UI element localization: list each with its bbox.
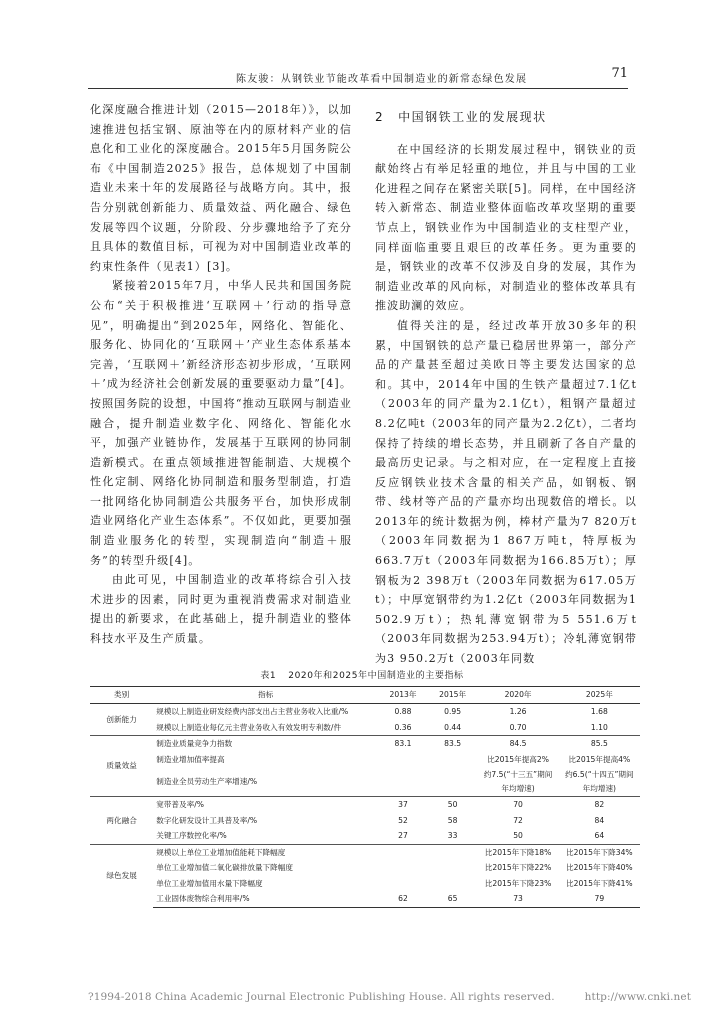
- section-heading: [375, 108, 637, 128]
- value-cell: [378, 844, 428, 860]
- table-row: [90, 844, 640, 860]
- section-title: 中国钢铁工业的发展现状: [398, 110, 547, 124]
- paragraph: 值得关注的是，经过改革开放30多年的积累，中国钢铁的总产量已稳居世界第一，部分产品的产量甚至超过美欧日等主要发达国家的总和。其中，2014年中国的生铁产量超过7.1亿t（2003年的同产量为2.1亿t），粗钢产量超过8.2亿吨t（2003年的同产量为2.2亿t），二者均保持了持续的增长态势，并且刷新了各自产量的最高历史记录。与之相对应，在一定程度上直接反应钢铁业技术含量的相关产品，如钢板、钢带、线材等产品的产量亦均出现数倍的增长。以2013年的统计数据为例，棒材产量为7 820万t（2003年同数据为1 867万吨t，特厚板为663.7万t（2003年同数据为166.85万t）；厚钢板为2 398万t（2003年同数据为617.05万t）；中厚宽钢带约为1.2亿t（2003年同数据为1 502.9万t）；热轧薄宽钢带为5 551.6万t（2003年同数据为253.94万t）；冷轧薄宽钢带为3 950.2万t（2003年同数: [375, 318, 637, 666]
- value-cell: [378, 876, 428, 892]
- table-row: [90, 813, 640, 829]
- column-header: 2025年: [559, 687, 640, 704]
- value-cell: 比2015年下降40%: [566, 863, 633, 872]
- indicator-cell: 制造业增加值率提高: [156, 754, 225, 764]
- value-cell: 83.5: [428, 736, 478, 752]
- table-header-row: [90, 687, 640, 704]
- table-row: [90, 767, 640, 797]
- paragraph: 由此可见，中国制造业的改革将综合引入技术进步的因素，同时更为重视消费需求对制造业提出的新要求，在此基础上，提升制造业的整体科技水平及生产质量。: [90, 573, 352, 646]
- value-cell: 比2015年下降41%: [566, 878, 633, 888]
- indicator-cell: 单位工业增加值二氧化碳排放量下降幅度: [156, 863, 293, 872]
- value-cell: 58: [447, 815, 458, 825]
- value-cell: 0.95: [428, 704, 478, 720]
- value-cell: 比2015年提高4%: [568, 754, 631, 764]
- value-cell: [428, 860, 478, 876]
- table-row: [90, 797, 640, 813]
- value-cell: 70: [477, 797, 558, 813]
- page-header: [88, 64, 628, 89]
- indicator-cell: 宽带普及率/%: [153, 797, 378, 813]
- value-cell: 73: [477, 891, 558, 907]
- column-header: 2020年: [477, 687, 558, 704]
- value-cell: [378, 752, 428, 768]
- table-title: 2020年和2025年中国制造业的主要指标: [288, 671, 464, 681]
- indicator-table: [90, 686, 640, 908]
- value-cell: 0.70: [509, 722, 527, 732]
- value-cell: 85.5: [559, 736, 640, 752]
- category-cell: 两化融合: [90, 797, 153, 845]
- value-cell: 83.1: [378, 736, 428, 752]
- running-title: 陈友骏：从钢铁业节能改革看中国制造业的新常态绿色发展: [236, 74, 528, 85]
- footer-url[interactable]: http://www.cnki.net: [584, 991, 692, 1003]
- value-cell: 79: [559, 891, 640, 907]
- value-cell: 50: [513, 831, 523, 840]
- table-row: [90, 891, 640, 907]
- value-cell: 0.36: [394, 722, 412, 732]
- table-row: [90, 736, 640, 752]
- value-cell: [428, 876, 478, 892]
- indicator-cell: 制造业全员劳动生产率增速/%: [156, 776, 258, 786]
- table-row: [90, 860, 640, 876]
- value-cell: 50: [428, 797, 478, 813]
- table-row: [90, 752, 640, 768]
- category-cell: 绿色发展: [90, 844, 153, 907]
- table-row: [90, 876, 640, 892]
- value-cell: 65: [428, 891, 478, 907]
- value-cell: 27: [398, 831, 408, 840]
- value-cell: 72: [513, 815, 523, 825]
- column-header: 类别: [90, 687, 153, 704]
- indicator-cell: 工业固体废物综合利用率/%: [153, 891, 378, 907]
- value-cell: 37: [378, 797, 428, 813]
- column-header: 指标: [153, 687, 378, 704]
- value-cell: 82: [559, 797, 640, 813]
- value-cell: 1.68: [559, 704, 640, 720]
- value-cell: 64: [594, 831, 605, 840]
- indicator-cell: 数字化研发设计工具普及率/%: [156, 815, 258, 825]
- value-cell: 约6.5(“十四五”期间年均增速): [565, 770, 634, 793]
- paragraph: 化深度融合推进计划（2015—2018年）》，以加速推进包括宝钢、原油等在内的原材料产业的信息化和工业化的深度融合。2015年5月国务院公布《中国制造2025》报告，总体规划了中国制造业未来十年的发展路径与战略方向。其中，报告分别就创新能力、质量效益、两化融合、绿色发展等四个议题，分阶段、分步骤地给予了充分且具体的数值目标，可视为对中国制造业改革的约束性条件（见表1）[3]。: [90, 103, 352, 273]
- value-cell: 约7.5(“十三五”期间年均增速): [483, 770, 553, 793]
- paragraph: 在中国经济的长期发展过程中，钢铁业的贡献始终占有举足轻重的地位，并且与中国的工业化进程之间存在紧密关联[5]。同样，在中国经济转入新常态、制造业整体面临改革攻坚期的重要节点上，钢铁业作为中国制造业的支柱型产业，同样面临重要且艰巨的改革任务。更为重要的是，钢铁业的改革不仅涉及自身的发展，其作为制造业改革的风向标，对制造业的整体改革具有推波助澜的效应。: [375, 142, 637, 313]
- column-header: 2013年: [378, 687, 428, 704]
- paragraph: 紧接着2015年7月，中华人民共和国国务院公布“关于积极推进‘互联网＋’行动的指导意见”，明确提出“到2025年，网络化、智能化、服务化、协同化的‘互联网＋’产业生态体系基本完善，‘互联网＋’新经济形态初步形成，‘互联网＋’成为经济社会创新发展的重要驱动力量”[4]。按照国务院的设想，中国将“推动互联网与制造业融合，提升制造业数字化、网络化、智能化水平，加强产业链协作，发展基于互联网的协同制造新模式。在重点领域推进智能制造、大规模个性化定制、网络化协同制造和服务型制造，打造一批网络化协同制造公共服务平台，加快形成制造业网络化产业生态体系”。不仅如此，更要加强制造业服务化的转型，实现制造向“制造＋服务”的转型升级[4]。: [90, 279, 352, 567]
- table-row: [90, 704, 640, 720]
- value-cell: 比2015年下降23%: [484, 878, 552, 888]
- value-cell: 1.10: [590, 722, 608, 732]
- indicator-cell: 规模以上单位工业增加值能耗下降幅度: [153, 844, 378, 860]
- indicator-cell: 单位工业增加值用水量下降幅度: [156, 878, 263, 888]
- table-row: [90, 828, 640, 844]
- page-number: 71: [611, 66, 628, 81]
- value-cell: 84: [594, 815, 605, 825]
- value-cell: 1.26: [477, 704, 558, 720]
- value-cell: 62: [378, 891, 428, 907]
- value-cell: 比2015年下降18%: [477, 844, 558, 860]
- value-cell: [378, 767, 428, 797]
- indicator-cell: 关键工序数控化率/%: [156, 831, 227, 840]
- left-column: [90, 100, 352, 649]
- indicator-cell: 制造业质量竞争力指数: [153, 736, 378, 752]
- indicator-cell: 规模以上制造业研发经费内部支出占主营业务收入比重/%: [153, 704, 378, 720]
- indicator-cell: 规模以上制造业每亿元主营业务收入有效发明专利数/件: [156, 722, 342, 732]
- column-header: 2015年: [428, 687, 478, 704]
- value-cell: [428, 752, 478, 768]
- section-number: 2: [375, 110, 385, 124]
- value-cell: 52: [398, 815, 408, 825]
- category-cell: 创新能力: [90, 704, 153, 736]
- table-caption: [0, 668, 724, 681]
- value-cell: [428, 767, 478, 797]
- value-cell: 比2015年提高2%: [487, 754, 549, 764]
- table-row: [90, 720, 640, 736]
- value-cell: [378, 860, 428, 876]
- table-label: 表1: [260, 671, 277, 681]
- value-cell: 比2015年下降34%: [559, 844, 640, 860]
- value-cell: 0.88: [378, 704, 428, 720]
- right-column: [375, 100, 637, 669]
- value-cell: 33: [447, 831, 458, 840]
- value-cell: 0.44: [444, 722, 462, 732]
- category-cell: 质量效益: [90, 736, 153, 797]
- value-cell: 84.5: [477, 736, 558, 752]
- copyright-notice: ?1994-2018 China Academic Journal Electronic Publishing House. All rights reserved.: [88, 991, 555, 1003]
- page-footer: [88, 991, 691, 1003]
- value-cell: [428, 844, 478, 860]
- value-cell: 比2015年下降22%: [484, 863, 552, 872]
